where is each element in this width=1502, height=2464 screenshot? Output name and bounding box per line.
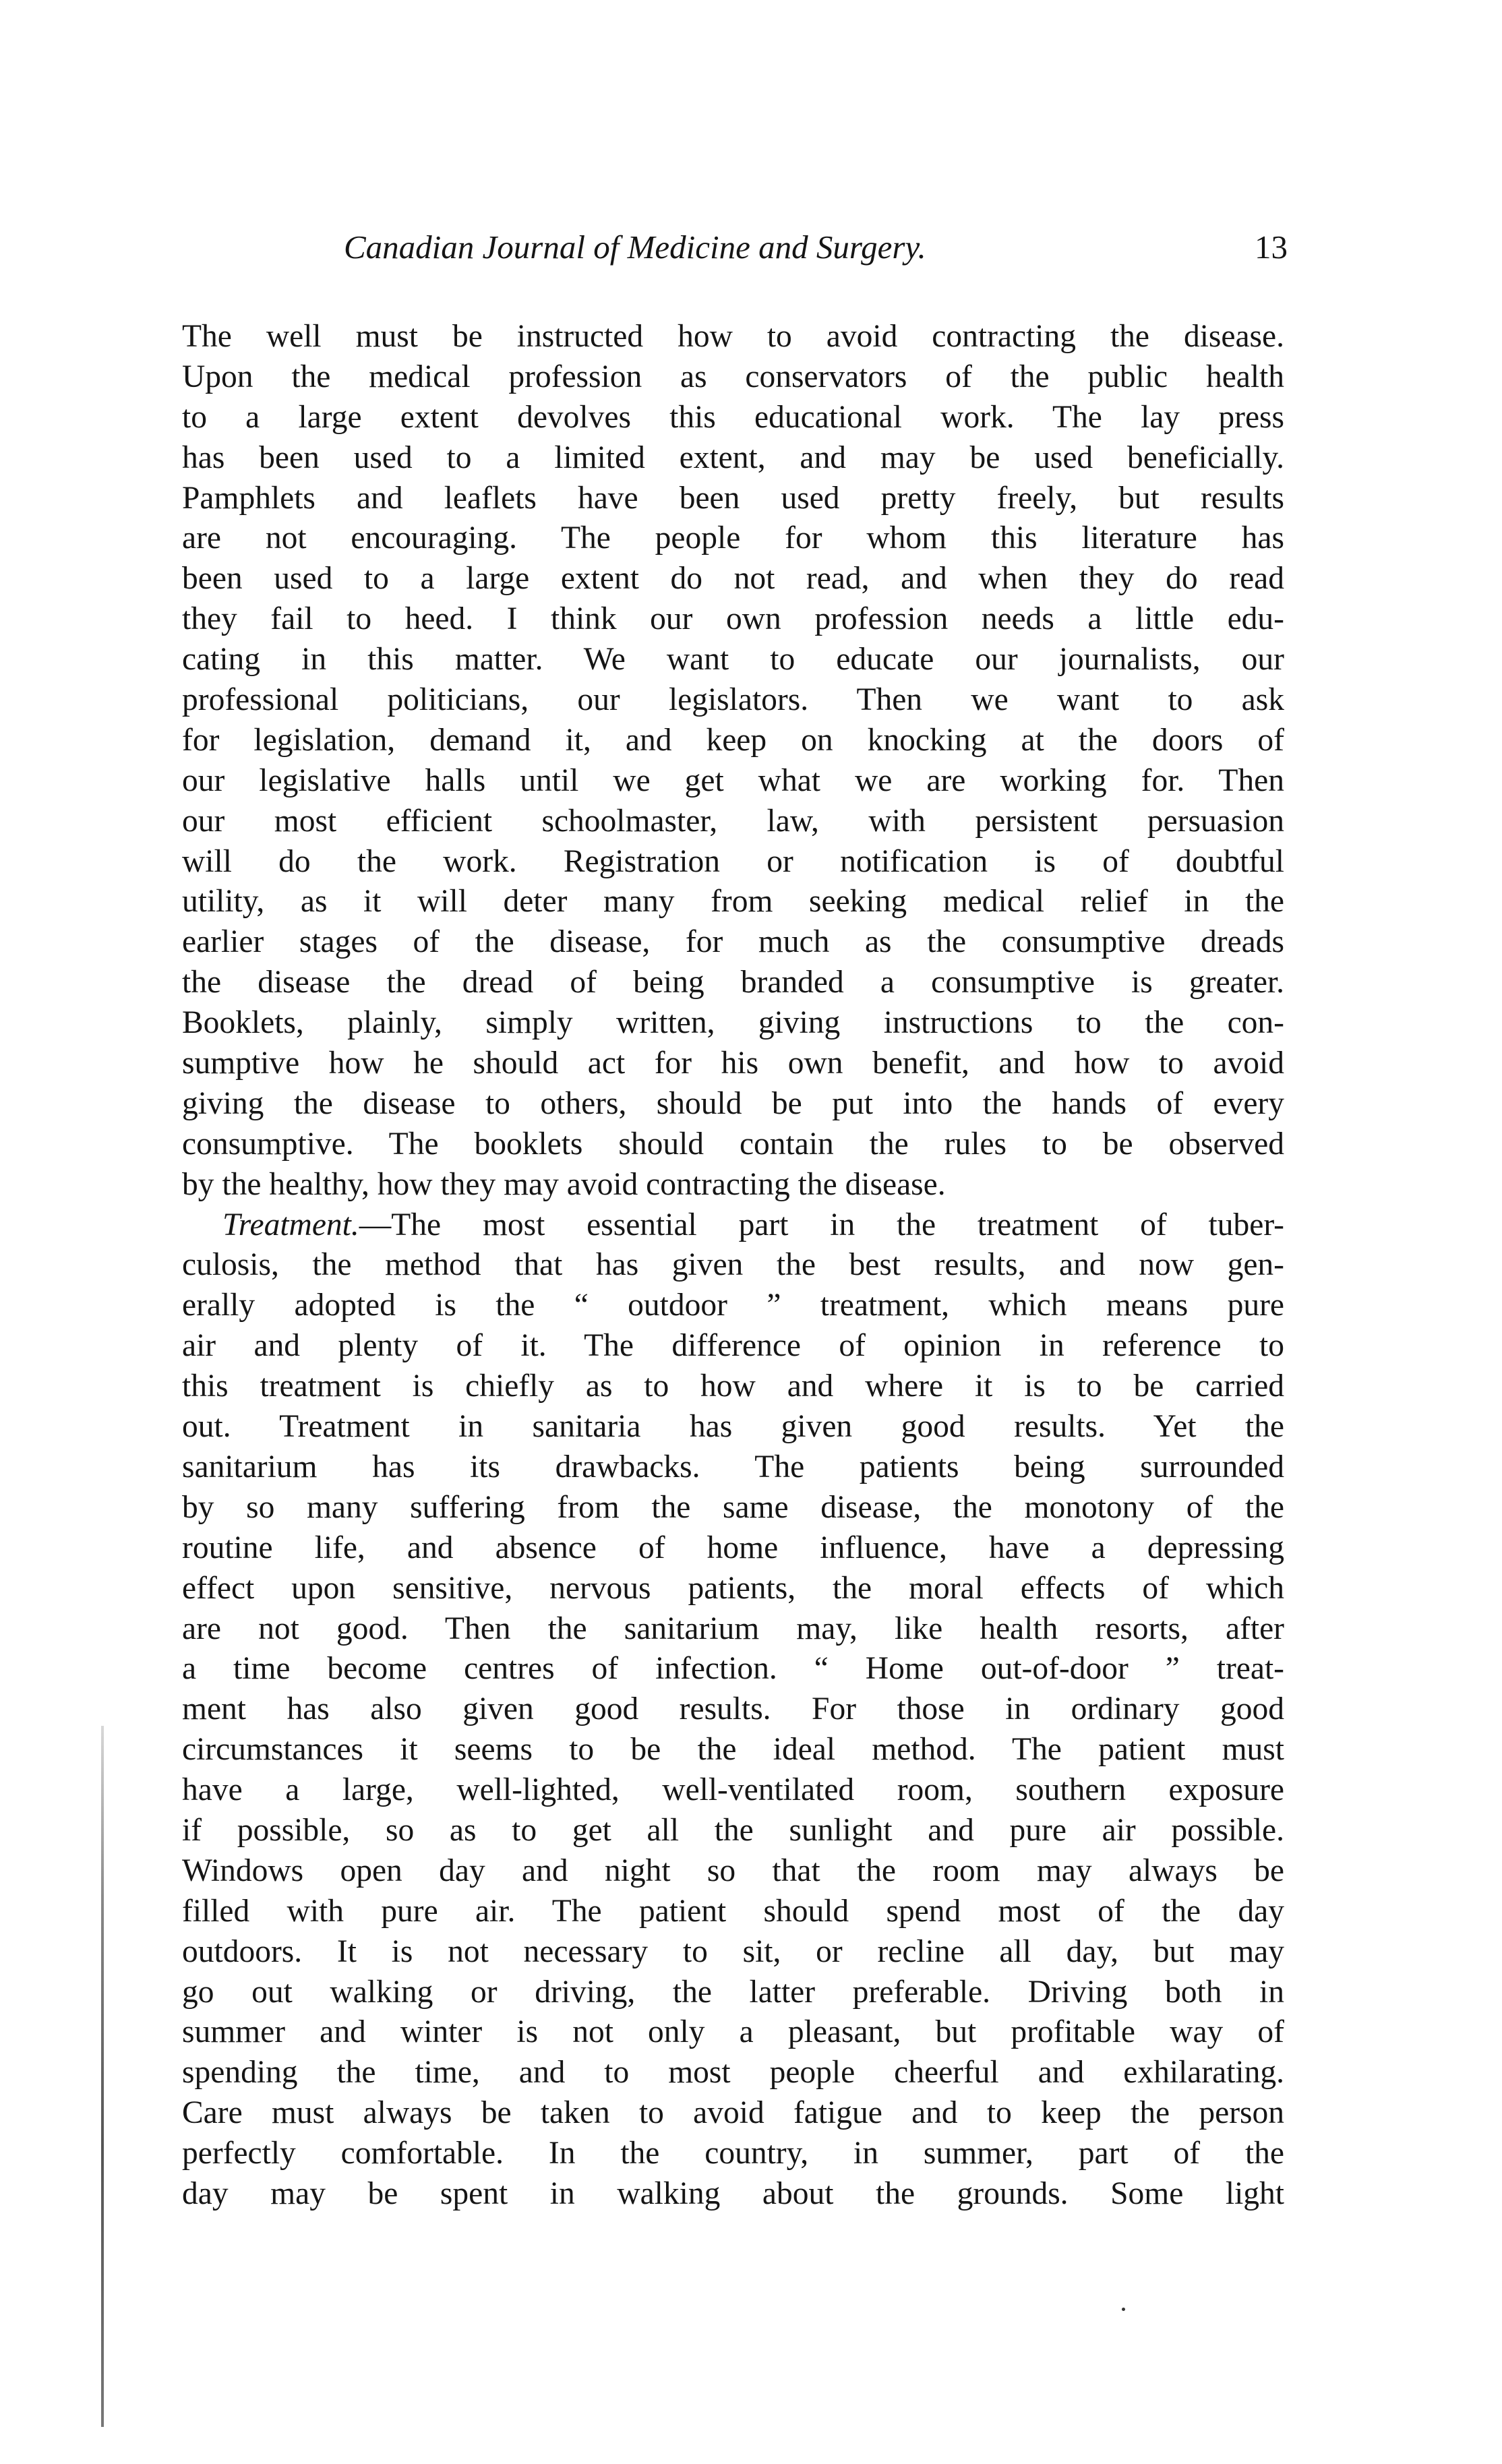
text-line: utility, as it will deter many from seeking medical relief in the — [182, 884, 1284, 920]
text-line: have a large, well-lighted, well-ventilated room, southern exposure — [182, 1772, 1284, 1808]
text-line: consumptive. The booklets should contain the rules to be observed — [182, 1126, 1284, 1162]
text-line: by the healthy, how they may avoid contracting the disease. — [182, 1166, 946, 1202]
text-line: earlier stages of the disease, for much as the consumptive dreads — [182, 924, 1284, 960]
text-line: out. Treatment in sanitaria has given good results. Yet the — [182, 1409, 1284, 1445]
text-line: Pamphlets and leaflets have been used pretty freely, but results — [182, 480, 1284, 516]
text-line: cating in this matter. We want to educate our journalists, our — [182, 642, 1284, 678]
text-line: by so many suffering from the same disease, the monotony of the — [182, 1489, 1284, 1525]
text-line: will do the work. Registration or notification is of doubtful — [182, 843, 1284, 879]
text-line: sanitarium has its drawbacks. The patients being surrounded — [182, 1449, 1284, 1484]
text-line: giving the disease to others, should be put into the hands of every — [182, 1085, 1284, 1121]
text-line: effect upon sensitive, nervous patients, the moral effects of which — [182, 1570, 1284, 1606]
text-line: has been used to a limited extent, and may be used beneficially. — [182, 440, 1284, 475]
text-line: are not good. Then the sanitarium may, like health resorts, after — [182, 1611, 1284, 1646]
treatment-paragraph-start — [182, 1205, 1284, 1246]
text-line: day may be spent in walking about the grounds. Some light — [182, 2175, 1284, 2211]
text-line: routine life, and absence of home influence, have a depressing — [182, 1530, 1284, 1565]
text-line: are not encouraging. The people for whom this literature has — [182, 520, 1284, 556]
text-line: Booklets, plainly, simply written, giving instructions to the con- — [182, 1005, 1284, 1041]
text-line: perfectly comfortable. In the country, in summer, part of the — [182, 2136, 1284, 2171]
text-line: go out walking or driving, the latter preferable. Driving both in — [182, 1974, 1284, 2010]
ink-speck — [1122, 2308, 1125, 2311]
text-line: Windows open day and night so that the room may always be — [182, 1853, 1284, 1888]
text-line: culosis, the method that has given the best results, and now gen- — [182, 1247, 1284, 1283]
text-line: circumstances it seems to be the ideal method. The patient must — [182, 1732, 1284, 1768]
text-line: our most efficient schoolmaster, law, with persistent persuasion — [182, 803, 1284, 839]
text-line: spending the time, and to most people cheerful and exhilarating. — [182, 2055, 1284, 2091]
text-line: a time become centres of infection. “ Home out-of-door ” treat- — [182, 1651, 1284, 1687]
text-line: filled with pure air. The patient should spend most of the day — [182, 1893, 1284, 1929]
text-line: sumptive how he should act for his own benefit, and how to avoid — [182, 1046, 1284, 1081]
text-line: air and plenty of it. The difference of opinion in reference to — [182, 1328, 1284, 1364]
section-heading: Treatment. — [222, 1207, 359, 1242]
text-line: erally adopted is the “ outdoor ” treatment, which means pure — [182, 1288, 1284, 1323]
text-line: to a large extent devolves this educational work. The lay press — [182, 399, 1284, 435]
text-line: Upon the medical profession as conservators of the public health — [182, 359, 1284, 394]
page-number: 13 — [1255, 229, 1288, 266]
text-line: they fail to heed. I think our own profession needs a little edu- — [182, 601, 1284, 637]
journal-title: Canadian Journal of Medicine and Surgery. — [344, 229, 926, 266]
text-line: —The most essential part in the treatment of tuber- — [359, 1207, 1284, 1242]
binding-shadow — [101, 1726, 104, 2427]
text-line: if possible, so as to get all the sunlight and pure air possible. — [182, 1812, 1284, 1848]
text-line: the disease the dread of being branded a consumptive is greater. — [182, 965, 1284, 1000]
text-line: been used to a large extent do not read, and when they do read — [182, 561, 1284, 597]
article-text — [182, 317, 1284, 2215]
text-line: summer and winter is not only a pleasant, but profitable way of — [182, 2014, 1284, 2050]
text-line: The well must be instructed how to avoid contracting the disease. — [182, 319, 1284, 354]
text-line: our legislative halls until we get what we are working for. Then — [182, 762, 1284, 798]
text-line: this treatment is chiefly as to how and where it is to be carried — [182, 1369, 1284, 1404]
text-line: for legislation, demand it, and keep on knocking at the doors of — [182, 722, 1284, 758]
text-line: outdoors. It is not necessary to sit, or recline all day, but may — [182, 1933, 1284, 1969]
running-head — [182, 224, 1288, 271]
text-line: ment has also given good results. For those in ordinary good — [182, 1691, 1284, 1727]
text-line: professional politicians, our legislators. Then we want to ask — [182, 682, 1284, 718]
text-line: Care must always be taken to avoid fatigue and to keep the person — [182, 2095, 1284, 2131]
